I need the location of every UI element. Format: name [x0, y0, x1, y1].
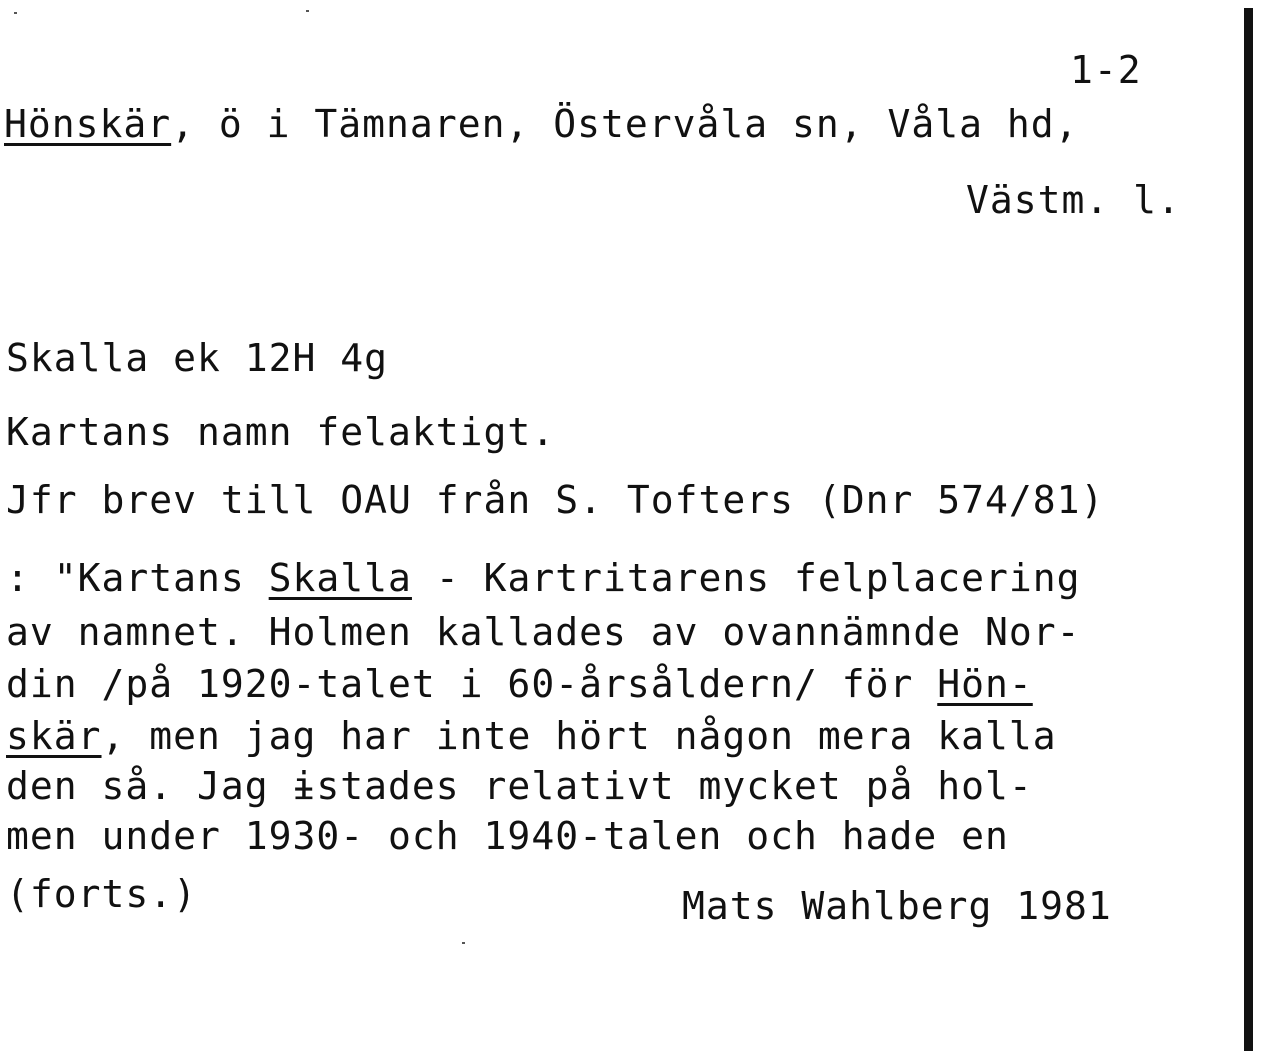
signature-line: Mats Wahlberg 1981 [682, 884, 1112, 928]
scan-speck [462, 942, 465, 944]
continued-marker: (forts.) [6, 872, 198, 916]
quote-line-2: av namnet. Holmen kallades av ovannämnde Nor- [6, 610, 1081, 654]
letter-reference-line: Jfr brev till OAU från S. Tofters (Dnr 574/81) [6, 478, 1105, 522]
card-reference: 1-2 [1070, 48, 1142, 92]
underlined-name: Skalla [268, 556, 412, 600]
quote-line-5: den så. Jag ɨstades relativt mycket på hol- [6, 764, 1033, 808]
quote-text: , men jag har inte hört någon mera kalla [101, 714, 1057, 758]
underlined-name: Hön- [937, 662, 1033, 706]
quote-text: din /på 1920-talet i 60-årsåldern/ för [6, 662, 938, 706]
scan-speck [306, 10, 309, 12]
heading-location: , ö i Tämnaren, Östervåla sn, Våla hd, [171, 102, 1079, 146]
quote-line-1 [6, 556, 1081, 600]
scan-speck [14, 12, 17, 14]
quote-line-6: men under 1930- och 1940-talen och hade en [6, 814, 1009, 858]
card-edge-line [1244, 8, 1253, 1051]
quote-text: - Kartritarens felplacering [411, 556, 1081, 600]
map-reference-line: Skalla ek 12H 4g [6, 336, 389, 380]
card-heading [4, 102, 1079, 146]
quote-text: : "Kartans [6, 556, 269, 600]
place-name: Hönskär [4, 102, 172, 146]
heading-county: Västm. l. [966, 178, 1181, 222]
quote-line-4 [6, 714, 1057, 758]
underlined-name: skär [6, 714, 102, 758]
quote-line-3 [6, 662, 1033, 706]
note-line: Kartans namn felaktigt. [6, 410, 556, 454]
